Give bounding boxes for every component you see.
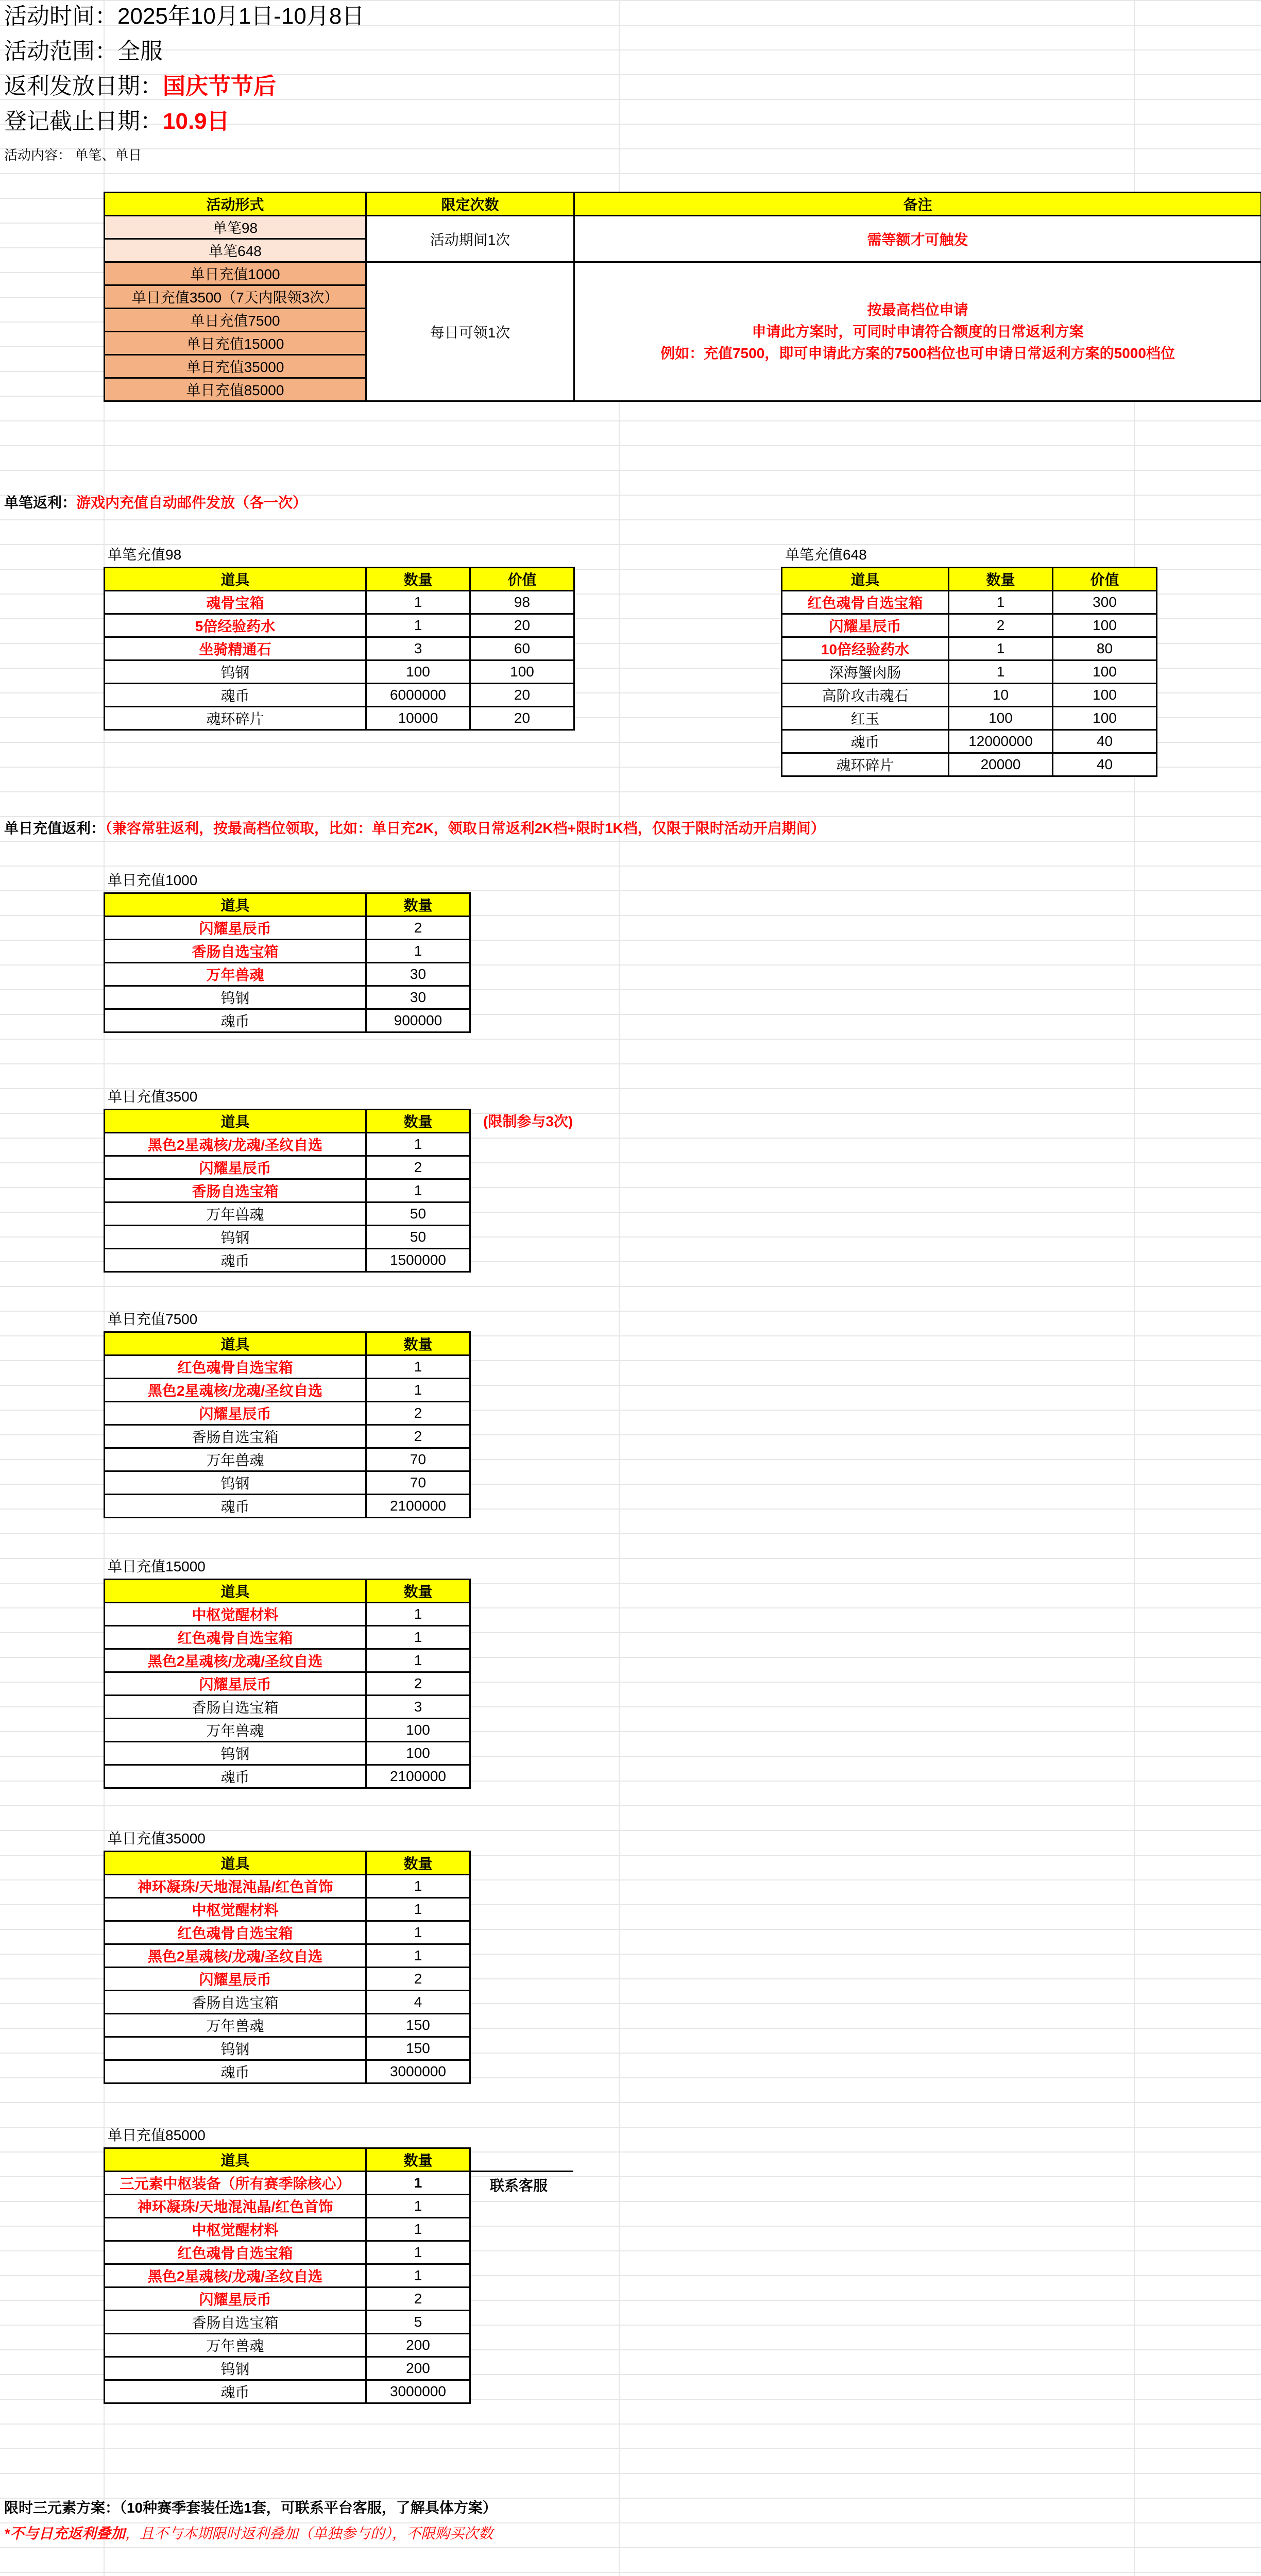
table-row [105, 1603, 470, 1626]
daily-3500-rows [105, 1133, 470, 1272]
item-cell: 闪耀星辰币 [782, 614, 949, 637]
value-cell: 1 [366, 1379, 470, 1402]
single-648-header-item: 道具 [782, 568, 949, 591]
value-cell: 1 [366, 2218, 470, 2241]
daily-7500-header-qty: 数量 [366, 1332, 470, 1355]
value-cell: 6000000 [366, 684, 470, 707]
table-row [782, 614, 1157, 637]
daily-35000-header-item: 道具 [105, 1852, 366, 1875]
table-row [105, 2037, 470, 2060]
value-cell: 100 [1053, 614, 1157, 637]
daily-85000-table [104, 2147, 471, 2404]
value-cell: 1 [366, 1921, 470, 1944]
overview-note-line-1: 按最高档位申请 [867, 301, 968, 318]
table-row [105, 2014, 470, 2037]
table-row [105, 1944, 470, 1968]
value-cell: 2100000 [366, 1765, 470, 1788]
value-cell: 100 [366, 1742, 470, 1765]
item-cell: 万年兽魂 [105, 1719, 366, 1742]
table-row [105, 1471, 470, 1495]
item-cell: 红色魂骨自选宝箱 [782, 591, 949, 614]
table-row [105, 707, 574, 730]
table-row [105, 1379, 470, 1402]
value-cell: 50 [366, 1202, 470, 1226]
value-cell: 150 [366, 2014, 470, 2037]
value-cell: 100 [470, 660, 574, 684]
daily-15000-header-qty: 数量 [366, 1580, 470, 1603]
overview-note-equal: 需等额才可触发 [574, 216, 1261, 262]
item-cell: 钨钢 [105, 1226, 366, 1249]
activity-time [4, 5, 364, 28]
table-row [105, 1355, 470, 1379]
daily-35000-header-qty: 数量 [366, 1852, 470, 1875]
value-cell: 1 [366, 1875, 470, 1898]
table-row [105, 940, 470, 963]
value-cell: 10 [949, 684, 1053, 707]
item-cell: 红色魂骨自选宝箱 [105, 1355, 366, 1379]
item-cell: 魂环碎片 [105, 707, 366, 730]
value-cell: 20 [470, 684, 574, 707]
value-cell: 4 [366, 1991, 470, 2014]
table-row [105, 1649, 470, 1672]
value-cell: 3 [366, 637, 470, 660]
item-cell: 魂币 [105, 1765, 366, 1788]
overview-form-35000: 单日充值35000 [105, 355, 366, 378]
limited-plan-title [4, 2501, 497, 2515]
item-cell: 闪耀星辰币 [105, 2287, 366, 2311]
item-cell: 5倍经验药水 [105, 614, 366, 637]
item-cell: 中枢觉醒材料 [105, 2218, 366, 2241]
deadline [4, 110, 230, 133]
item-cell: 万年兽魂 [105, 2334, 366, 2357]
daily-3500-table [104, 1109, 471, 1273]
activity-scope-label: 活动范围： [4, 39, 117, 64]
overview-header-form: 活动形式 [105, 193, 366, 216]
item-cell: 红色魂骨自选宝箱 [105, 1921, 366, 1944]
table-row [105, 1249, 470, 1272]
item-cell: 10倍经验药水 [782, 637, 949, 660]
table-row [105, 2334, 470, 2357]
value-cell: 2 [366, 1402, 470, 1425]
table-row [105, 1626, 470, 1649]
value-cell: 100 [1053, 707, 1157, 730]
daily-1000-caption: 单日充值1000 [108, 872, 198, 888]
item-cell: 红色魂骨自选宝箱 [105, 1626, 366, 1649]
value-cell: 1 [366, 1179, 470, 1202]
value-cell: 70 [366, 1471, 470, 1495]
daily-85000-header-item: 道具 [105, 2148, 366, 2172]
single-98-caption: 单笔充值98 [108, 547, 182, 563]
value-cell: 100 [366, 660, 470, 684]
value-cell: 100 [949, 707, 1053, 730]
value-cell: 1 [366, 614, 470, 637]
value-cell: 1 [366, 1603, 470, 1626]
item-cell: 闪耀星辰币 [105, 1968, 366, 1991]
contact-support-label: 联系客服 [490, 2178, 548, 2194]
daily-3500-header-item: 道具 [105, 1110, 366, 1133]
daily-35000-caption: 单日充值35000 [108, 1831, 206, 1846]
item-cell: 万年兽魂 [105, 963, 366, 986]
value-cell: 2 [366, 1672, 470, 1696]
item-cell: 深海蟹肉肠 [782, 660, 949, 684]
item-cell: 魂币 [105, 1009, 366, 1032]
item-cell: 魂币 [105, 2060, 366, 2083]
table-row [105, 1765, 470, 1788]
overview-form-3500: 单日充值3500（7天内限领3次） [105, 285, 366, 309]
table-row [105, 1402, 470, 1425]
value-cell: 1 [949, 637, 1053, 660]
daily-1000-table [104, 892, 471, 1033]
item-cell: 钨钢 [105, 1742, 366, 1765]
table-row [105, 1921, 470, 1944]
single-648-table [781, 567, 1157, 777]
value-cell: 30 [366, 963, 470, 986]
table-row [105, 1495, 470, 1518]
table-row [105, 1742, 470, 1765]
daily-85000-caption: 单日充值85000 [108, 2127, 206, 2143]
table-row [782, 591, 1157, 614]
table-row [782, 660, 1157, 684]
item-cell: 魂币 [105, 1495, 366, 1518]
table-row [105, 1179, 470, 1202]
item-cell: 黑色2星魂核/龙魂/圣纹自选 [105, 2264, 366, 2287]
table-row [105, 1156, 470, 1179]
table-row [782, 637, 1157, 660]
single-98-header-value: 价值 [470, 568, 574, 591]
value-cell: 150 [366, 2037, 470, 2060]
overview-form-98: 单笔98 [105, 216, 366, 239]
item-cell: 中枢觉醒材料 [105, 1603, 366, 1626]
table-row [105, 986, 470, 1009]
single-648-rows [782, 591, 1157, 776]
table-row [105, 963, 470, 986]
item-cell: 闪耀星辰币 [105, 1156, 366, 1179]
item-cell: 钨钢 [105, 986, 366, 1009]
table-row [105, 1991, 470, 2014]
table-row [105, 1448, 470, 1471]
daily-35000-rows [105, 1875, 470, 2083]
overview-note-highest [574, 262, 1261, 401]
deadline-value: 10.9日 [163, 109, 230, 134]
activity-time-label: 活动时间： [4, 4, 117, 29]
table-row [105, 1875, 470, 1898]
table-row [105, 1968, 470, 1991]
value-cell: 1 [366, 1944, 470, 1968]
table-row [105, 1719, 470, 1742]
table-row [105, 2264, 470, 2287]
value-cell: 12000000 [949, 730, 1053, 753]
item-cell: 钨钢 [105, 660, 366, 684]
daily-7500-rows [105, 1355, 470, 1518]
value-cell: 40 [1053, 730, 1157, 753]
daily-15000-caption: 单日充值15000 [108, 1558, 206, 1574]
table-row [105, 2357, 470, 2380]
value-cell: 2 [366, 2287, 470, 2311]
table-row [105, 591, 574, 614]
item-cell: 香肠自选宝箱 [105, 1696, 366, 1719]
issue-date-value: 国庆节节后 [163, 74, 276, 99]
table-row [782, 730, 1157, 753]
value-cell: 20 [470, 707, 574, 730]
item-cell: 香肠自选宝箱 [105, 1179, 366, 1202]
item-cell: 黑色2星魂核/龙魂/圣纹自选 [105, 1133, 366, 1156]
overview-table [104, 192, 1261, 402]
value-cell: 40 [1053, 753, 1157, 776]
value-cell: 1 [366, 2264, 470, 2287]
value-cell: 30 [366, 986, 470, 1009]
single-rebate-desc: 游戏内充值自动邮件发放（各一次） [76, 495, 308, 511]
single-98-rows [105, 591, 574, 730]
value-cell: 2100000 [366, 1495, 470, 1518]
single-648-header-qty: 数量 [949, 568, 1053, 591]
daily-15000-table [104, 1579, 471, 1789]
daily-7500-header-item: 道具 [105, 1332, 366, 1355]
item-cell: 香肠自选宝箱 [105, 1991, 366, 2014]
activity-scope-value: 全服 [117, 39, 163, 64]
limited-plan-warning [4, 2527, 493, 2541]
single-648-header-value: 价值 [1053, 568, 1157, 591]
value-cell: 1 [366, 2172, 470, 2195]
single-98-header-qty: 数量 [366, 568, 470, 591]
item-cell: 三元素中枢装备（所有赛季除核心） [105, 2172, 366, 2195]
table-row [105, 1696, 470, 1719]
item-cell: 钨钢 [105, 2037, 366, 2060]
daily-15000-header-item: 道具 [105, 1580, 366, 1603]
table-row [105, 2241, 470, 2264]
item-cell: 坐骑精通石 [105, 637, 366, 660]
table-row [105, 2380, 470, 2403]
table-row [105, 1425, 470, 1448]
table-row [105, 1226, 470, 1249]
item-cell: 万年兽魂 [105, 2014, 366, 2037]
table-row [105, 2218, 470, 2241]
table-row [105, 917, 470, 940]
table-row [782, 684, 1157, 707]
value-cell: 200 [366, 2334, 470, 2357]
value-cell: 1 [366, 1626, 470, 1649]
item-cell: 黑色2星魂核/龙魂/圣纹自选 [105, 1649, 366, 1672]
item-cell: 闪耀星辰币 [105, 1402, 366, 1425]
item-cell: 神环凝珠/天地混沌晶/红色首饰 [105, 2195, 366, 2218]
single-98-header-item: 道具 [105, 568, 366, 591]
item-cell: 钨钢 [105, 1471, 366, 1495]
value-cell: 3000000 [366, 2060, 470, 2083]
value-cell: 900000 [366, 1009, 470, 1032]
daily-35000-table [104, 1851, 471, 2084]
daily-7500-table [104, 1331, 471, 1518]
single-rebate-label: 单笔返利： [4, 495, 77, 511]
deadline-label: 登记截止日期： [4, 109, 163, 134]
table-row [105, 614, 574, 637]
item-cell: 万年兽魂 [105, 1202, 366, 1226]
table-row [782, 753, 1157, 776]
activity-scope [4, 40, 163, 63]
item-cell: 魂环碎片 [782, 753, 949, 776]
single-648-caption: 单笔充值648 [785, 547, 867, 563]
value-cell: 2 [366, 917, 470, 940]
value-cell: 1 [949, 660, 1053, 684]
single-rebate-title [4, 496, 307, 510]
value-cell: 5 [366, 2311, 470, 2334]
single-98-table [104, 567, 575, 731]
value-cell: 1 [366, 1649, 470, 1672]
item-cell: 万年兽魂 [105, 1448, 366, 1471]
daily-3500-caption: 单日充值3500 [108, 1089, 198, 1105]
item-cell: 香肠自选宝箱 [105, 2311, 366, 2334]
daily-85000-rows [105, 2172, 470, 2403]
item-cell: 魂币 [105, 2380, 366, 2403]
value-cell: 60 [470, 637, 574, 660]
item-cell: 香肠自选宝箱 [105, 1425, 366, 1448]
value-cell: 1 [366, 2195, 470, 2218]
table-row [105, 1898, 470, 1921]
value-cell: 100 [1053, 684, 1157, 707]
item-cell: 香肠自选宝箱 [105, 940, 366, 963]
table-row [105, 1672, 470, 1696]
item-cell: 黑色2星魂核/龙魂/圣纹自选 [105, 1379, 366, 1402]
item-cell: 黑色2星魂核/龙魂/圣纹自选 [105, 1944, 366, 1968]
item-cell: 魂币 [782, 730, 949, 753]
item-cell: 中枢觉醒材料 [105, 1898, 366, 1921]
value-cell: 98 [470, 591, 574, 614]
value-cell: 70 [366, 1448, 470, 1471]
value-cell: 1 [949, 591, 1053, 614]
value-cell: 20 [470, 614, 574, 637]
value-cell: 1500000 [366, 1249, 470, 1272]
value-cell: 80 [1053, 637, 1157, 660]
limited-plan-desc: （10种赛季套装任选1套，可联系平台客服，了解具体方案） [120, 2500, 497, 2516]
overview-header-note: 备注 [574, 193, 1261, 216]
value-cell: 300 [1053, 591, 1157, 614]
value-cell: 1 [366, 1355, 470, 1379]
table-row [105, 1202, 470, 1226]
value-cell: 1 [366, 1133, 470, 1156]
overview-header-limit: 限定次数 [366, 193, 574, 216]
overview-limit-daily: 每日可领1次 [366, 262, 574, 401]
item-cell: 魂币 [105, 1249, 366, 1272]
table-row [105, 2287, 470, 2311]
daily-3500-limit-note: (限制参与3次) [483, 1113, 573, 1129]
table-row [105, 2311, 470, 2334]
value-cell: 10000 [366, 707, 470, 730]
limited-warning-bold: *不与日充返利叠加 [4, 2526, 125, 2541]
overview-limit-once: 活动期间1次 [366, 216, 574, 262]
overview-note-line-3: 例如：充值7500，即可申请此方案的7500档位也可申请日常返利方案的5000档位 [660, 345, 1175, 361]
table-row [105, 1133, 470, 1156]
item-cell: 魂币 [105, 684, 366, 707]
value-cell: 1 [366, 591, 470, 614]
value-cell: 100 [1053, 660, 1157, 684]
daily-rebate-title [4, 821, 825, 836]
table-row [105, 2172, 470, 2195]
daily-3500-header-qty: 数量 [366, 1110, 470, 1133]
item-cell: 红色魂骨自选宝箱 [105, 2241, 366, 2264]
table-row [105, 637, 574, 660]
value-cell: 200 [366, 2357, 470, 2380]
item-cell: 高阶攻击魂石 [782, 684, 949, 707]
contact-support-underline [469, 2171, 573, 2172]
value-cell: 2 [366, 1968, 470, 1991]
value-cell: 100 [366, 1719, 470, 1742]
daily-7500-caption: 单日充值7500 [108, 1311, 198, 1327]
issue-date [4, 75, 276, 98]
item-cell: 闪耀星辰币 [105, 917, 366, 940]
overview-form-85000: 单日充值85000 [105, 378, 366, 401]
value-cell: 20000 [949, 753, 1053, 776]
overview-form-7500: 单日充值7500 [105, 309, 366, 332]
daily-1000-header-item: 道具 [105, 893, 366, 917]
item-cell: 神环凝珠/天地混沌晶/红色首饰 [105, 1875, 366, 1898]
value-cell: 2 [949, 614, 1053, 637]
activity-time-value: 2025年10月1日-10月8日 [117, 4, 365, 29]
value-cell: 3000000 [366, 2380, 470, 2403]
daily-1000-rows [105, 917, 470, 1032]
item-cell: 红玉 [782, 707, 949, 730]
value-cell: 1 [366, 940, 470, 963]
overview-form-15000: 单日充值15000 [105, 332, 366, 355]
daily-1000-header-qty: 数量 [366, 893, 470, 917]
table-row [105, 1009, 470, 1032]
value-cell: 2 [366, 1156, 470, 1179]
issue-date-label: 返利发放日期： [4, 74, 163, 99]
value-cell: 1 [366, 2241, 470, 2264]
overview-form-648: 单笔648 [105, 239, 366, 262]
overview-form-1000: 单日充值1000 [105, 262, 366, 285]
item-cell: 闪耀星辰币 [105, 1672, 366, 1696]
table-row [105, 684, 574, 707]
daily-85000-header-qty: 数量 [366, 2148, 470, 2172]
daily-rebate-desc: （兼容常驻返利，按最高档位领取，比如：单日充2K，领取日常返利2K档+限时1K档，仅限于限时活动开启期间） [105, 820, 825, 836]
item-cell: 魂骨宝箱 [105, 591, 366, 614]
limited-plan-label: 限时三元素方案： [4, 2500, 120, 2516]
daily-rebate-label: 单日充值返利： [4, 820, 106, 836]
overview-note-line-2: 申请此方案时，可同时申请符合额度的日常返利方案 [752, 323, 1084, 340]
value-cell: 2 [366, 1425, 470, 1448]
value-cell: 3 [366, 1696, 470, 1719]
table-row [105, 2195, 470, 2218]
value-cell: 50 [366, 1226, 470, 1249]
table-row [105, 660, 574, 684]
item-cell: 钨钢 [105, 2357, 366, 2380]
activity-content: 活动内容： 单笔、单日 [4, 147, 142, 163]
table-row [105, 2060, 470, 2083]
limited-warning-rest: ，且不与本期限时返利叠加（单独参与的），不限购买次数 [125, 2526, 493, 2541]
value-cell: 1 [366, 1898, 470, 1921]
table-row [782, 707, 1157, 730]
daily-15000-rows [105, 1603, 470, 1788]
